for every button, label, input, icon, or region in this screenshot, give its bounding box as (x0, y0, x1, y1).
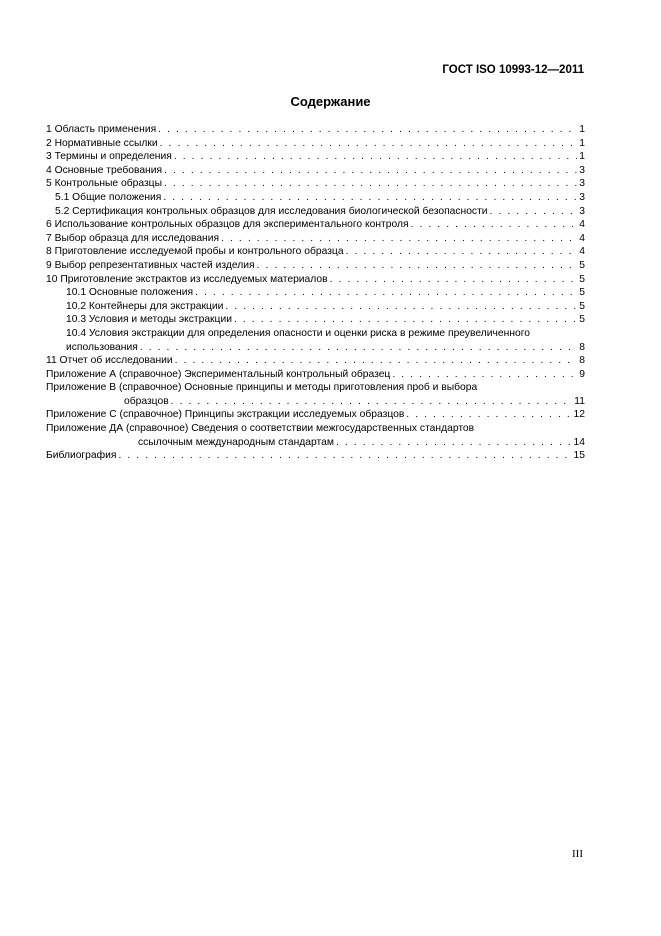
toc-entry[interactable] (46, 273, 585, 287)
toc-leader-dots (164, 164, 577, 178)
toc-entry[interactable] (46, 286, 585, 300)
toc-entry[interactable] (46, 218, 585, 232)
toc-entry-page: 9 (579, 368, 585, 380)
toc-entry-page: 3 (579, 164, 585, 176)
toc-entry-title: 5.1 Общие положения (55, 191, 162, 203)
toc-leader-dots (234, 313, 577, 327)
toc-entry-page: 4 (579, 246, 585, 258)
toc-entry[interactable] (46, 368, 585, 382)
toc-entry-title: Библиография (46, 450, 117, 462)
toc-entry-title: 7 Выбор образца для исследования (46, 232, 220, 244)
toc-leader-dots (346, 245, 578, 259)
document-code: ГОСТ ISO 10993-12—2011 (442, 64, 584, 76)
toc-leader-dots (406, 408, 571, 422)
toc-entry[interactable] (46, 245, 585, 259)
toc-entry[interactable] (46, 341, 585, 355)
toc-entry[interactable] (46, 232, 585, 246)
toc-entry-title: 8 Приготовление исследуемой пробы и контрольного образца (46, 246, 344, 258)
toc-entry-page: 5 (579, 314, 585, 326)
toc-leader-dots (195, 286, 577, 300)
toc-leader-dots (140, 341, 577, 355)
toc-entry-page: 8 (579, 341, 585, 353)
toc-entry-title: образцов (124, 395, 169, 407)
toc-leader-dots (490, 205, 578, 219)
toc-entry[interactable] (46, 381, 585, 395)
toc-entry-page: 3 (579, 191, 585, 203)
toc-leader-dots (336, 436, 572, 450)
toc-entry-title: Приложение А (справочное) Экспериментальный контрольный образец (46, 368, 391, 380)
toc-entry-title: 11 Отчет об исследовании (46, 355, 173, 367)
toc-leader-dots (225, 300, 577, 314)
toc-entry[interactable] (46, 164, 585, 178)
toc-entry-page: 5 (579, 259, 585, 271)
toc-entry-title: 10.1 Основные положения (66, 287, 194, 299)
toc-entry[interactable] (46, 191, 585, 205)
toc-leader-dots (118, 449, 571, 463)
toc-entry-page: 3 (579, 205, 585, 217)
toc-entry-page: 11 (574, 395, 585, 407)
toc-leader-dots (158, 123, 577, 137)
toc-entry-page: 4 (579, 232, 585, 244)
toc-entry[interactable] (46, 354, 585, 368)
toc-leader-dots (257, 259, 578, 273)
toc-leader-dots (174, 150, 577, 164)
toc-entry-page: 14 (573, 436, 585, 448)
toc-entry-title: 4 Основные требования (46, 164, 163, 176)
toc-entry-page: 5 (579, 300, 585, 312)
toc-entry-title: 10 Приготовление экстрактов из исследуемых материалов (46, 273, 328, 285)
toc-entry-title: 2 Нормативные ссылки (46, 137, 158, 149)
toc-entry[interactable] (46, 137, 585, 151)
toc-entry[interactable] (46, 205, 585, 219)
toc-entry-title: 5 Контрольные образцы (46, 178, 162, 190)
toc-entry[interactable] (46, 449, 585, 463)
toc-entry[interactable] (46, 313, 585, 327)
toc-entry[interactable] (46, 422, 585, 436)
toc-entry-title: 10.4 Условия экстракции для определения опасности и оценки риска в режиме преувеличенного (66, 327, 531, 339)
toc-entry-page: 5 (579, 287, 585, 299)
toc-leader-dots (392, 368, 577, 382)
toc-leader-dots (163, 191, 577, 205)
toc-entry-title: 10.3 Условия и методы экстракции (66, 314, 232, 326)
toc-entry-title: 9 Выбор репрезентативных частей изделия (46, 259, 255, 271)
toc-entry-page: 4 (579, 219, 585, 231)
toc-entry[interactable] (46, 327, 585, 341)
toc-entry-title: использования (66, 341, 138, 353)
toc-entry-title: 5.2 Сертификация контрольных образцов для исследования биологической безопасности (55, 205, 488, 217)
page-number: III (572, 848, 583, 860)
table-of-contents (46, 123, 585, 463)
toc-leader-dots (171, 395, 573, 409)
toc-entry-page: 12 (573, 409, 585, 421)
toc-entry-title: 10.2 Контейнеры для экстракции (66, 300, 224, 312)
toc-entry[interactable] (46, 300, 585, 314)
toc-leader-dots (175, 354, 578, 368)
toc-entry[interactable] (46, 408, 585, 422)
toc-leader-dots (411, 218, 578, 232)
toc-entry[interactable] (46, 436, 585, 450)
toc-entry[interactable] (46, 150, 585, 164)
toc-entry-title: Приложение В (справочное) Основные принципы и методы приготовления проб и выбора (46, 382, 478, 394)
toc-entry[interactable] (46, 395, 585, 409)
toc-entry-page: 3 (579, 178, 585, 190)
toc-entry-page: 1 (579, 124, 585, 135)
toc-entry-page: 1 (579, 137, 585, 149)
toc-leader-dots (221, 232, 577, 246)
toc-entry-title: Приложение С (справочное) Принципы экстракции исследуемых образцов (46, 409, 405, 421)
toc-leader-dots (160, 137, 578, 151)
toc-leader-dots (164, 177, 577, 191)
toc-entry-title: 6 Использование контрольных образцов для экспериментального контроля (46, 219, 409, 231)
toc-entry[interactable] (46, 177, 585, 191)
page-title: Содержание (290, 94, 371, 109)
toc-entry-title: 3 Термины и определения (46, 151, 172, 163)
toc-entry-title: Приложение ДА (справочное) Сведения о соответствии межгосударственных стандартов (46, 423, 475, 435)
toc-entry-page: 8 (579, 355, 585, 367)
toc-leader-dots (330, 273, 578, 287)
toc-entry[interactable] (46, 123, 585, 137)
toc-entry[interactable] (46, 259, 585, 273)
toc-entry-title: ссылочным международным стандартам (138, 436, 334, 448)
toc-entry-page: 15 (573, 450, 585, 462)
toc-entry-page: 5 (579, 273, 585, 285)
toc-entry-page: 1 (579, 151, 585, 163)
toc-entry-title: 1 Область применения (46, 124, 157, 135)
